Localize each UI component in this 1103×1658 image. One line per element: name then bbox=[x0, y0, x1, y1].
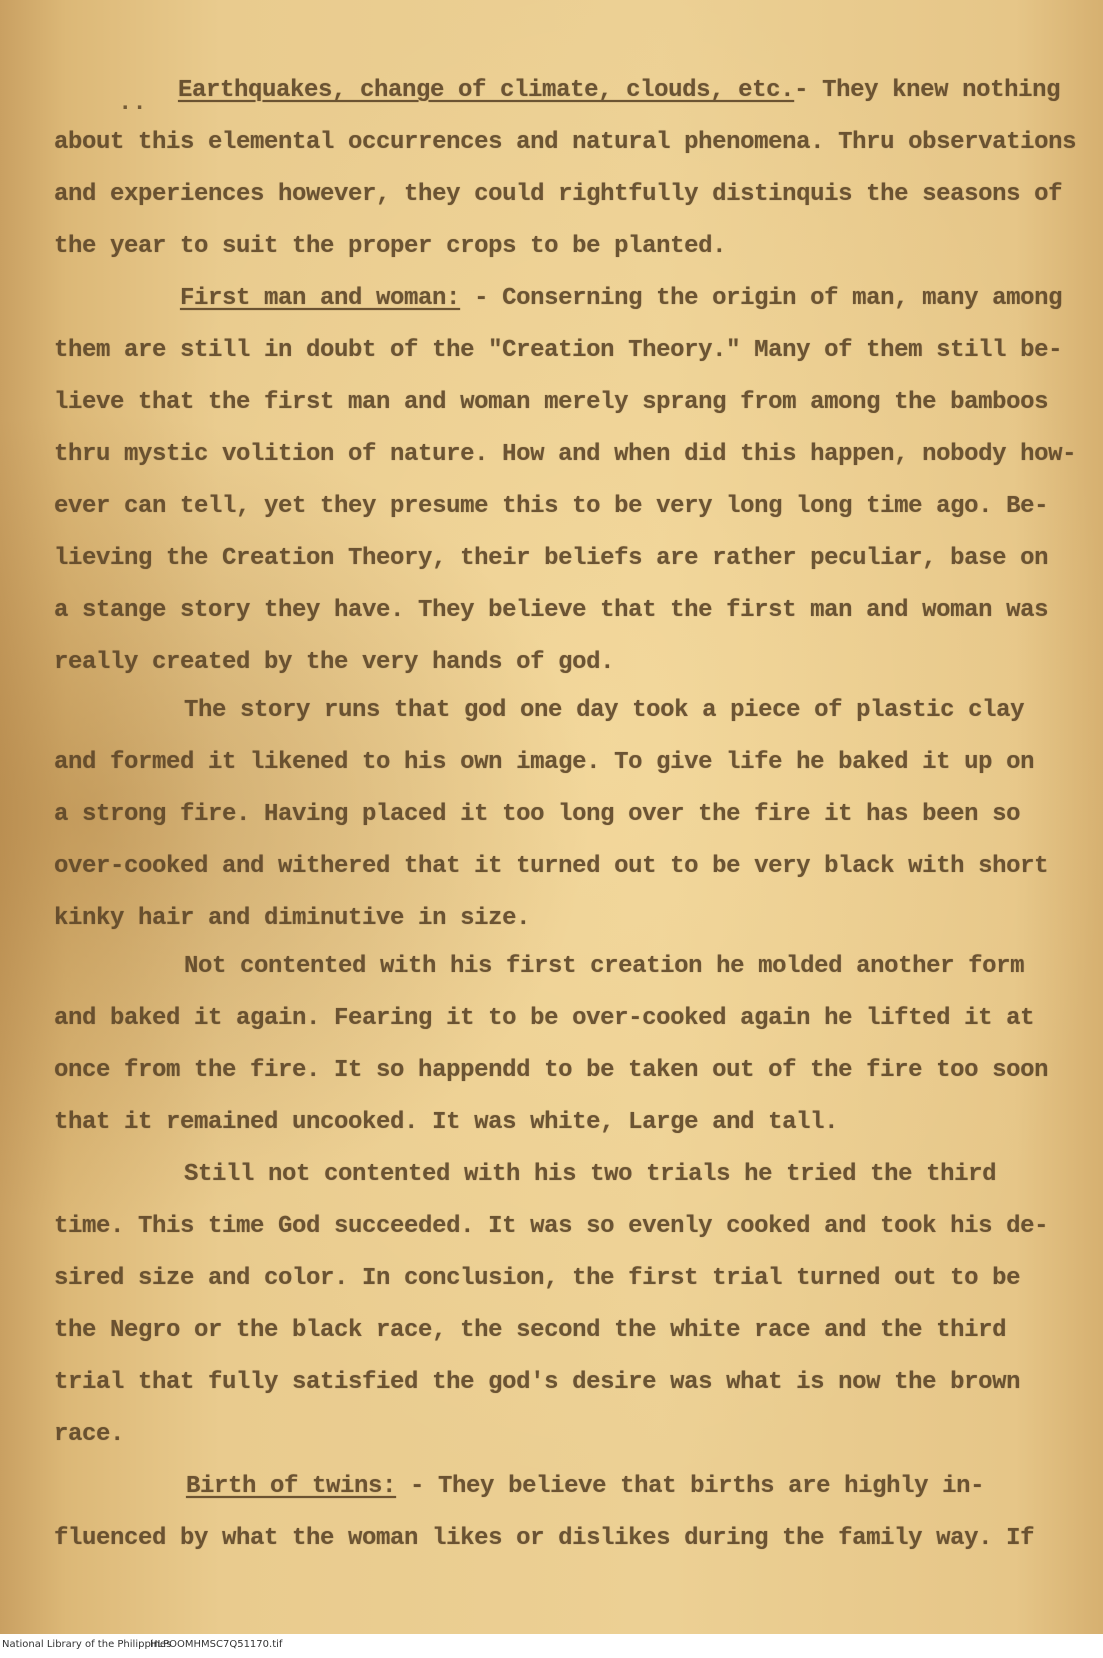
section-heading: Birth of twins: bbox=[186, 1473, 397, 1500]
file-name: HLPOOMHMSC7Q51170.tif bbox=[150, 1639, 283, 1650]
text-line: trial that fully satisfied the god's desire was what is now the brown bbox=[54, 1369, 1021, 1396]
library-credit: National Library of the Philippines bbox=[2, 1639, 172, 1650]
margin-mark: .. bbox=[118, 90, 147, 117]
text-line: that it remained uncooked. It was white, Large and tall. bbox=[54, 1109, 839, 1136]
section-heading: Earthquakes, change of climate, clouds, etc. bbox=[178, 77, 795, 104]
text-line: fluenced by what the woman likes or dislikes during the family way. If bbox=[54, 1525, 1035, 1552]
text-line: a stange story they have. They believe that the first man and woman was bbox=[54, 597, 1049, 624]
text-line: sired size and color. In conclusion, the first trial turned out to be bbox=[54, 1265, 1021, 1292]
text-line: over-cooked and withered that it turned out to be very black with short bbox=[54, 853, 1049, 880]
text-line: First man and woman: - Conserning the origin of man, many among bbox=[180, 285, 1063, 312]
text-line: really created by the very hands of god. bbox=[54, 649, 615, 676]
text-line: and baked it again. Fearing it to be over-cooked again he lifted it at bbox=[54, 1005, 1035, 1032]
text-line: about this elemental occurrences and natural phenomena. Thru observations bbox=[54, 129, 1077, 156]
text-line: thru mystic volition of nature. How and when did this happen, nobody how- bbox=[54, 441, 1077, 468]
text-line: the year to suit the proper crops to be planted. bbox=[54, 233, 727, 260]
text-line: race. bbox=[54, 1421, 125, 1448]
text-line: Still not contented with his two trials he tried the third bbox=[184, 1161, 997, 1188]
text-line: lieving the Creation Theory, their beliefs are rather peculiar, base on bbox=[54, 545, 1049, 572]
text-line: a strong fire. Having placed it too long over the fire it has been so bbox=[54, 801, 1021, 828]
text-line: and experiences however, they could rightfully distinquis the seasons of bbox=[54, 181, 1063, 208]
text-line: The story runs that god one day took a piece of plastic clay bbox=[184, 697, 1025, 724]
scan-footer bbox=[0, 1634, 1103, 1658]
text-line: time. This time God succeeded. It was so evenly cooked and took his de- bbox=[54, 1213, 1049, 1240]
text-line: once from the fire. It so happendd to be taken out of the fire too soon bbox=[54, 1057, 1049, 1084]
text-line: Not contented with his first creation he molded another form bbox=[184, 953, 1025, 980]
text-line: kinky hair and diminutive in size. bbox=[54, 905, 531, 932]
text-line: the Negro or the black race, the second the white race and the third bbox=[54, 1317, 1007, 1344]
text-line: Birth of twins: - They believe that births are highly in- bbox=[186, 1473, 985, 1500]
text-line: and formed it likened to his own image. To give life he baked it up on bbox=[54, 749, 1035, 776]
text-line: ever can tell, yet they presume this to be very long long time ago. Be- bbox=[54, 493, 1049, 520]
text-line: lieve that the first man and woman merely sprang from among the bamboos bbox=[54, 389, 1049, 416]
section-heading: First man and woman: bbox=[180, 285, 461, 312]
text-line: Earthquakes, change of climate, clouds, etc.- They knew nothing bbox=[178, 77, 1061, 104]
text-line: them are still in doubt of the "Creation Theory." Many of them still be- bbox=[54, 337, 1063, 364]
